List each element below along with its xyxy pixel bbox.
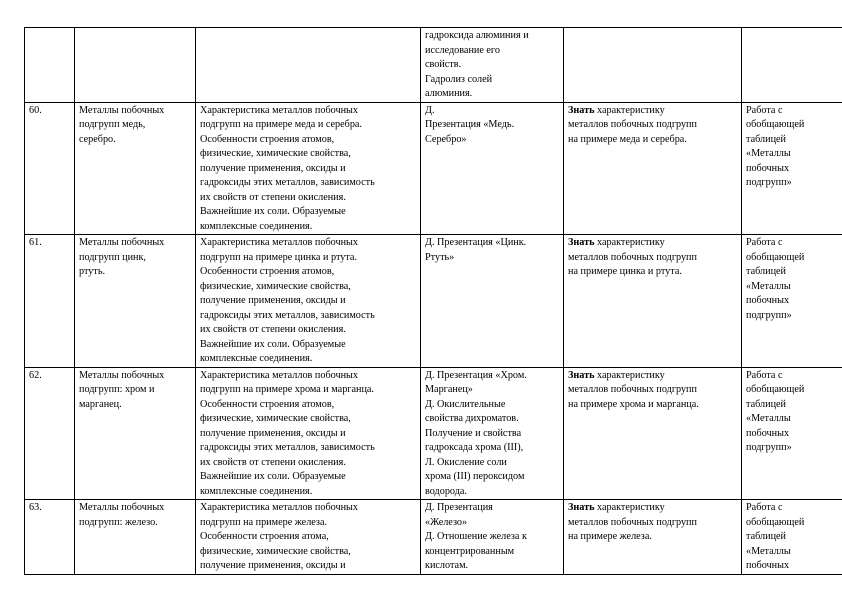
lesson-activity	[742, 28, 842, 103]
requirement-text: характеристику металлов побочных подгрупп на примере железа.	[568, 502, 697, 542]
lesson-plan-table	[24, 27, 842, 575]
lesson-experiment: Д. Презентация «Цинк. Ртуть»	[421, 235, 564, 368]
lesson-requirement	[564, 235, 742, 368]
lesson-number: 60.	[25, 102, 75, 235]
lesson-experiment: Д. Презентация «Медь. Серебро»	[421, 102, 564, 235]
lesson-number: 61.	[25, 235, 75, 368]
lesson-requirement	[564, 28, 742, 103]
table-row	[25, 367, 842, 500]
lesson-content: Характеристика металлов побочных подгрупп на примере цинка и ртута. Особенности строения атомов, физические, химические свойства, получение применения, оксиды и гадроксиды этих металлов, зависимость их свойств от степени окисления. Важнейшие их соли. Образуемые комплексные соединения.	[196, 235, 421, 368]
lesson-topic: Металлы побочных подгрупп: хром и марганец.	[75, 367, 196, 500]
lesson-number	[25, 28, 75, 103]
table-row	[25, 102, 842, 235]
lesson-content: Характеристика металлов побочных подгрупп на примере меда и серебра. Особенности строения атомов, физические, химические свойства, получение применения, оксиды и гадроксиды этих металлов, зависимость их свойств от степени окисления. Важнейшие их соли. Образуемые комплексные соединения.	[196, 102, 421, 235]
requirement-text: характеристику металлов побочных подгрупп на примере хрома и марганца.	[568, 369, 699, 410]
requirement-text: характеристику металлов побочных подгрупп на примере цинка и ртута.	[568, 237, 697, 277]
lesson-activity: Работа с обобщающей таблицей «Металлы побочных	[742, 500, 842, 575]
lesson-requirement	[564, 102, 742, 235]
table-row	[25, 28, 842, 103]
lesson-number: 62.	[25, 367, 75, 500]
lesson-experiment: Д. Презентация «Хром. Марганец» Д. Окислительные свойства дихроматов. Получение и свойства гадроксада хрома (III), Л. Окисление соли хрома (III) пероксидом водорода.	[421, 367, 564, 500]
lesson-number: 63.	[25, 500, 75, 575]
lesson-activity: Работа с обобщающей таблицей «Металлы побочных подгрупп»	[742, 235, 842, 368]
lesson-content	[196, 28, 421, 103]
lesson-topic: Металлы побочных подгрупп: железо.	[75, 500, 196, 575]
requirement-lead: Знать	[568, 369, 595, 381]
lesson-experiment: гадроксида алюминия и исследование его свойств. Гадролиз солей алюминия.	[421, 28, 564, 103]
lesson-content: Характеристика металлов побочных подгрупп на примере железа. Особенности строения атома, физические, химические свойства, получение применения, оксиды и	[196, 500, 421, 575]
table-row	[25, 500, 842, 575]
lesson-experiment: Д. Презентация «Железо» Д. Отношение железа к концентрированным кислотам.	[421, 500, 564, 575]
lesson-activity: Работа с обобщающей таблицей «Металлы побочных подгрупп»	[742, 102, 842, 235]
lesson-topic: Металлы побочных подгрупп медь, серебро.	[75, 102, 196, 235]
lesson-content: Характеристика металлов побочных подгрупп на примере хрома и марганца. Особенности строения атомов, физические, химические свойства, получение применения, оксиды и гадроксиды этих металлов, зависимость их свойств от степени окисления. Важнейшие их соли. Образуемые комплексные соединения.	[196, 367, 421, 500]
lesson-activity: Работа с обобщающей таблицей «Металлы побочных подгрупп»	[742, 367, 842, 500]
lesson-requirement	[564, 367, 742, 500]
requirement-text: характеристику металлов побочных подгрупп на примере меда и серебра.	[568, 104, 697, 145]
lesson-requirement	[564, 500, 742, 575]
requirement-lead: Знать	[568, 502, 595, 513]
lesson-topic	[75, 28, 196, 103]
table-row	[25, 235, 842, 368]
requirement-lead: Знать	[568, 237, 595, 248]
lesson-topic: Металлы побочных подгрупп цинк, ртуть.	[75, 235, 196, 368]
requirement-lead: Знать	[568, 104, 595, 116]
